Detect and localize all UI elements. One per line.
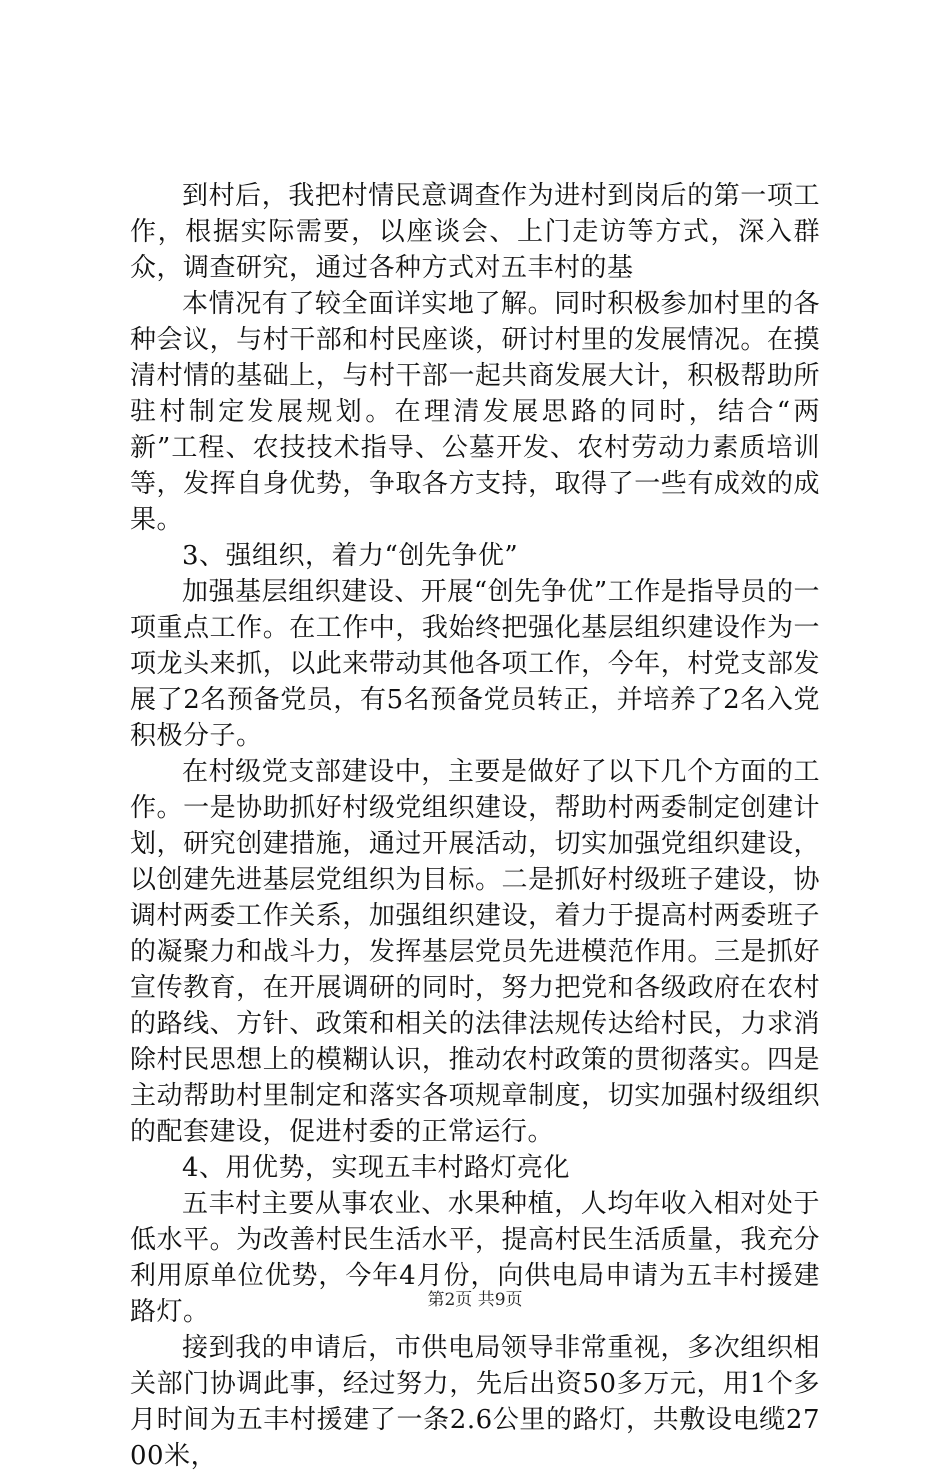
paragraph: 加强基层组织建设、开展“创先争优”工作是指导员的一项重点工作。在工作中，我始终把强化基层组织建设作为一项龙头来抓，以此来带动其他各项工作，今年，村党支部发展了2名预备党员，有5名预备党员转正，并培养了2名入党积极分子。 (130, 577, 820, 751)
paragraph: 接到我的申请后，市供电局领导非常重视，多次组织相关部门协调此事，经过努力，先后出资50多万元，用1个多月时间为五丰村援建了一条2.6公里的路灯，共敷设电缆2700米， (130, 1333, 820, 1471)
document-body (130, 178, 820, 1474)
paragraph: 到村后，我把村情民意调查作为进村到岗后的第一项工作，根据实际需要，以座谈会、上门走访等方式，深入群众，调查研究，通过各种方式对五丰村的基 (130, 181, 820, 283)
paragraph: 在村级党支部建设中，主要是做好了以下几个方面的工作。一是协助抓好村级党组织建设，帮助村两委制定创建计划，研究创建措施，通过开展活动，切实加强党组织建设，以创建先进基层党组织为目标。二是抓好村级班子建设，协调村两委工作关系，加强组织建设，着力于提高村两委班子的凝聚力和战斗力，发挥基层党员先进模范作用。三是抓好宣传教育，在开展调研的同时，努力把党和各级政府在农村的路线、方针、政策和相关的法律法规传达给村民，力求消除村民思想上的模糊认识，推动农村政策的贯彻落实。四是主动帮助村里制定和落实各项规章制度，切实加强村级组织的配套建设，促进村委的正常运行。 (130, 757, 820, 1147)
section-heading: 3、强组织，着力“创先争优” (182, 541, 519, 571)
paragraph: 五丰村主要从事农业、水果种植，人均年收入相对处于低水平。为改善村民生活水平，提高村民生活质量，我充分利用原单位优势，今年4月份，向供电局申请为五丰村援建路灯。 (130, 1189, 820, 1327)
paragraph: 本情况有了较全面详实地了解。同时积极参加村里的各种会议，与村干部和村民座谈，研讨村里的发展情况。在摸清村情的基础上，与村干部一起共商发展大计，积极帮助所驻村制定发展规划。在理清发展思路的同时，结合“两新”工程、农技技术指导、公墓开发、农村劳动力素质培训等，发挥自身优势，争取各方支持，取得了一些有成效的成果。 (130, 289, 820, 535)
page-number-footer: 第2页 共9页 (427, 1290, 523, 1310)
section-heading: 4、用优势，实现五丰村路灯亮化 (182, 1153, 571, 1183)
